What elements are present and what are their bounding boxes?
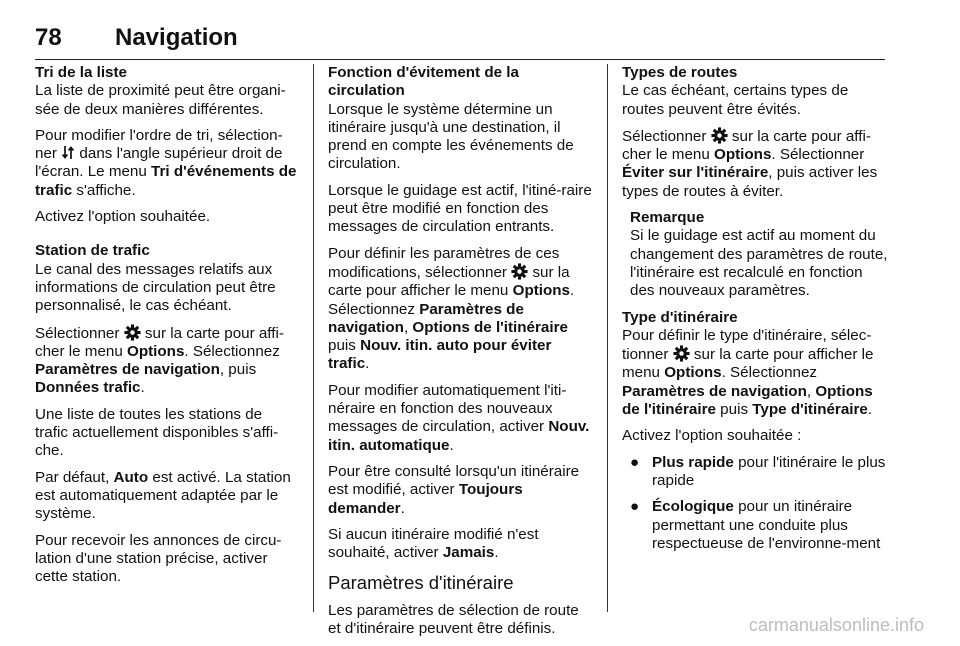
paragraph: Pour définir les paramètres de ces modifications, sélectionner sur la carte pour afficher le menu Options. Sélectionnez Paramètres de navigation, Options de l'itinéraire puis Nouv. itin. auto pour éviter trafic. (328, 244, 575, 373)
column-1 (35, 64, 299, 594)
note-box (630, 209, 890, 300)
list-item: ● Plus rapide pour l'itinéraire le plus rapide (630, 453, 886, 489)
paragraph: Activez l'option souhaitée : (622, 427, 802, 445)
paragraph: Par défaut, Auto est activé. La station est automatiquement adaptée par le système. (35, 468, 291, 523)
heading-station-trafic: Station de trafic (35, 242, 150, 260)
paragraph: Sélectionner sur la carte pour affi-cher le menu Options. Sélectionnez Paramètres de navigation, puis Données trafic. (35, 324, 284, 397)
paragraph: Une liste de toutes les stations de trafic actuellement disponibles s'affi-che. (35, 405, 279, 460)
gear-icon (124, 324, 141, 341)
list-item: ● Écologique pour un itinéraire permettant une conduite plus respectueuse de l'environne-ment (630, 498, 881, 552)
heading-evitement: Fonction d'évitement de la circulation (328, 64, 519, 100)
watermark: carmanualsonline.info (748, 615, 924, 635)
page-header (35, 10, 885, 50)
paragraph: Le canal des messages relatifs aux informations de circulation peut être personnalisé, le cas échéant. (35, 260, 276, 315)
column-2 (328, 64, 594, 646)
heading-types-routes: Types de routes (622, 64, 738, 81)
paragraph: Le cas échéant, certains types de routes peuvent être évités. (622, 82, 849, 118)
header-rule (35, 59, 885, 60)
paragraph: Pour recevoir les annonces de circu-lation d'une station précise, activer cette station. (35, 531, 282, 586)
gear-icon (511, 263, 528, 280)
gear-icon (673, 345, 690, 362)
paragraph: Activez l'option souhaitée. (35, 208, 211, 226)
paragraph: La liste de proximité peut être organi-sée de deux manières différentes. (35, 82, 286, 118)
paragraph: Lorsque le guidage est actif, l'itiné-raire peut être modifié en fonction des messages de circulation entrants. (328, 181, 592, 236)
note-heading: Remarque (630, 209, 705, 227)
paragraph: Lorsque le système détermine un itinéraire jusqu'à une destination, il prend en compte les événements de circulation. (328, 100, 574, 173)
column-3 (622, 64, 890, 561)
heading-tri-liste: Tri de la liste (35, 64, 128, 81)
bullet-dot: ● (630, 498, 640, 516)
section-title: Navigation (115, 24, 238, 51)
paragraph: Si aucun itinéraire modifié n'est souhaité, activer Jamais. (328, 525, 539, 562)
paragraph: Les paramètres de sélection de route et d'itinéraire peuvent être définis. (328, 601, 579, 638)
page-number: 78 (35, 24, 62, 51)
bullet-dot: ● (630, 453, 640, 471)
sort-arrows-icon (61, 145, 75, 160)
column-divider-2 (607, 64, 608, 612)
paragraph: Pour modifier l'ordre de tri, sélection-ner dans l'angle supérieur droit de l'écran. Le menu Tri d'événements de trafic s'affiche. (35, 126, 297, 199)
paragraph: Pour définir le type d'itinéraire, sélec-tionner sur la carte pour afficher le menu Options. Sélectionnez Paramètres de navigation, Options de l'itinéraire puis Type d'itinéraire. (622, 326, 874, 419)
heading-type-itineraire: Type d'itinéraire (622, 308, 738, 326)
paragraph: Pour être consulté lorsqu'un itinéraire est modifié, activer Toujours demander. (328, 462, 580, 517)
gear-icon (711, 127, 728, 144)
note-text: Si le guidage est actif au moment du changement des paramètres de route, l'itinéraire est recalculé en fonction des nouveaux paramètres. (630, 227, 888, 300)
heading-parametres-itineraire: Paramètres d'itinéraire (328, 572, 514, 594)
column-divider-1 (313, 64, 314, 612)
paragraph: Sélectionner sur la carte pour affi-cher le menu Options. Sélectionner Éviter sur l'itinéraire, puis activer les types de routes à éviter. (622, 127, 878, 200)
paragraph: Pour modifier automatiquement l'iti-néraire en fonction des nouveaux messages de circulation, activer Nouv. itin. automatique. (328, 381, 590, 454)
